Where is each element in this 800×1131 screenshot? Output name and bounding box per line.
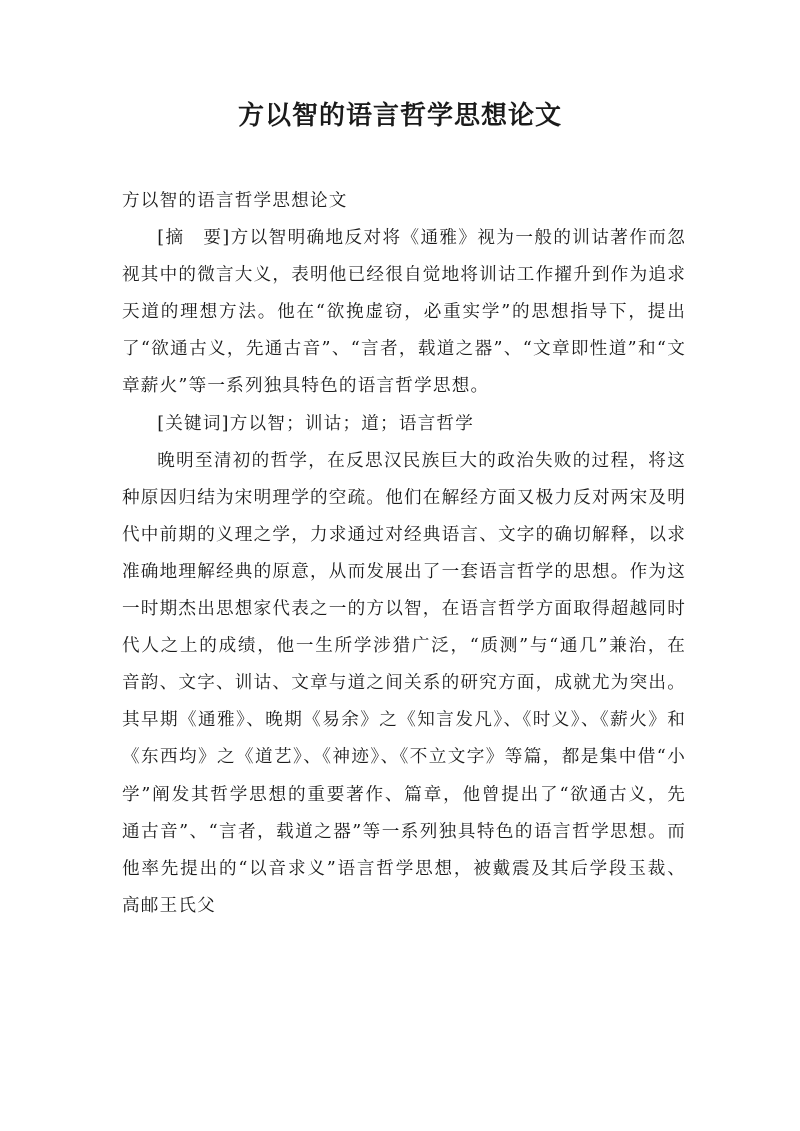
document-title: 方以智的语言哲学思想论文: [237, 101, 562, 131]
abstract-paragraph: [摘 要]方以智明确地反对将《通雅》视为一般的训诂著作而忽视其中的微言大义，表明他已经很自觉地将训诂工作擢升到作为追求天道的理想方法。他在“欲挽虚窃，必重实学”的思想指导下，提出了“欲通古义，先通古音”、“言者，载道之器”、“文章即性道”和“文章薪火”等一系列独具特色的语言哲学思想。: [122, 228, 686, 397]
body-paragraph: 晚明至清初的哲学，在反思汉民族巨大的政治失败的过程，将这种原因归结为宋明理学的空疏。他们在解经方面又极力反对两宋及明代中前期的义理之学，力求通过对经典语言、文字的确切解释，以求准确地理解经典的原意，从而发展出了一套语言哲学的思想。作为这一时期杰出思想家代表之一的方以智，在语言哲学方面取得超越同时代人之上的成绩，他一生所学涉猎广泛，“质测”与“通几”兼治，在音韵、文字、训诂、文章与道之间关系的研究方面，成就尤为突出。其早期《通雅》、晚期《易余》之《知言发凡》、《时义》、《薪火》和《东西均》之《道艺》、《神迹》、《不立文字》等篇，都是集中借“小学”阐发其哲学思想的重要著作、篇章，他曾提出了“欲通古义，先通古音”、“言者，载道之器”等一系列独具特色的语言哲学思想。而他率先提出的“以音求义”语言哲学思想，被戴震及其后学段玉裁、高邮王氏父: [122, 450, 686, 916]
document-body: [122, 183, 686, 925]
keywords-line: [关键词]方以智；训诂；道；语言哲学: [157, 413, 475, 434]
subtitle-line: 方以智的语言哲学思想论文: [122, 191, 348, 211]
